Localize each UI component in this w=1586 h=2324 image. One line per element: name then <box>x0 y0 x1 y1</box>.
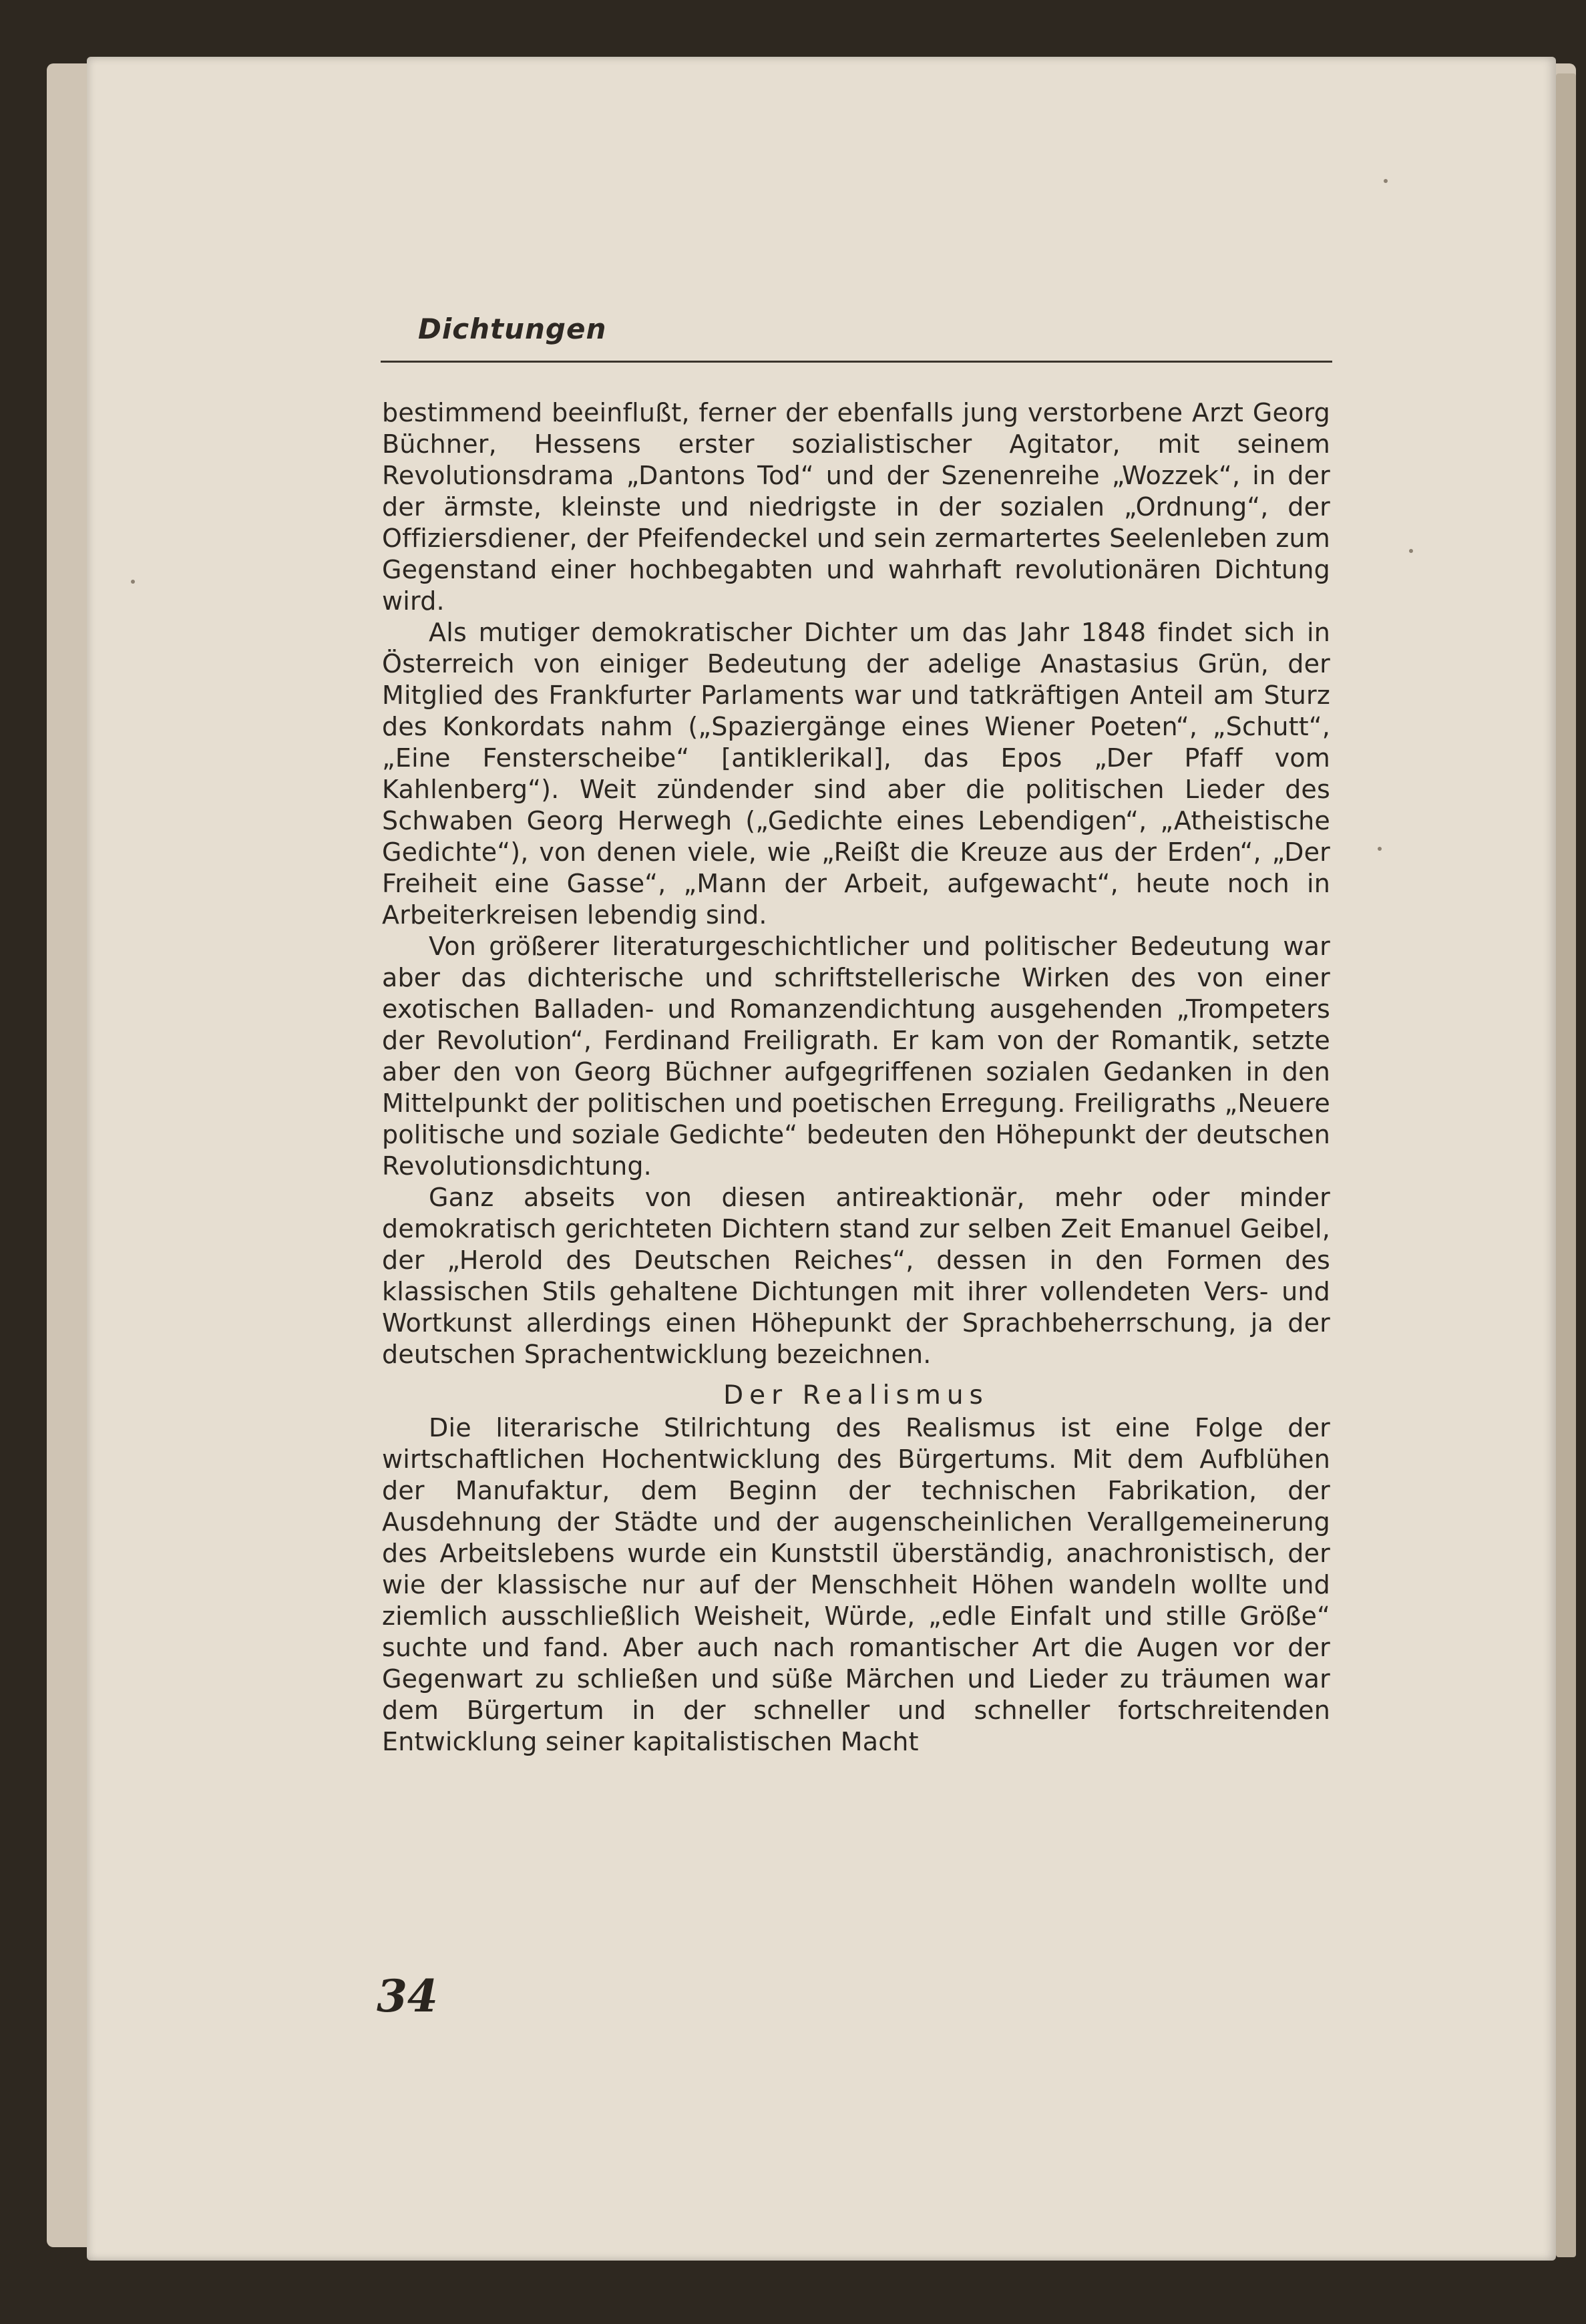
paper-speck <box>131 580 135 584</box>
page-header <box>381 313 1332 363</box>
paragraph-2: Als mutiger demokratischer Dichter um das Jahr 1848 findet sich in Österreich von einiger Bedeutung der adelige Anastasius Grün, der Mitglied des Frankfurter Parlaments war und tatkräftigen Anteil am Sturz des Konkordats nahm („Spaziergänge eines Wiener Poeten“, „Schutt“, „Eine Fensterscheibe“ [antiklerikal], das Epos „Der Pfaff vom Kahlenberg“). Weit zündender sind aber die politischen Lieder des Schwaben Georg Herwegh („Gedichte eines Lebendigen“, „Atheistische Gedichte“), von denen viele, wie „Reißt die Kreuze aus der Erden“, „Der Freiheit eine Gasse“, „Mann der Arbeit, aufgewacht“, heute noch in Arbeiterkreisen lebendig sind. <box>382 618 1330 930</box>
header-rule <box>381 361 1332 363</box>
paragraph-4: Ganz abseits von diesen antireaktionär, mehr oder minder demokratisch gerichteten Dichtern stand zur selben Zeit Emanuel Geibel, der „Herold des Deutschen Reiches“, dessen in den Formen des klassischen Stils gehaltene Dichtungen mit ihrer vollendeten Vers- und Wortkunst allerdings einen Höhepunkt der Sprachbeherrschung, ja der deutschen Sprachentwicklung bezeichnen. <box>382 1183 1330 1369</box>
page-number: 34 <box>377 1970 438 2022</box>
paragraph-1: bestimmend beeinflußt, ferner der ebenfalls jung verstorbene Arzt Georg Büchner, Hessens erster sozialistischer Agitator, mit seinem Revolutionsdrama „Dantons Tod“ und der Szenenreihe „Wozzek“, in der der ärmste, kleinste und niedrigste in der sozialen „Ordnung“, der Offiziersdiener, der Pfeifendeckel und sein zermartertes Seelenleben zum Gegenstand einer hochbegabten und wahrhaft revolutionären Dichtung wird. <box>382 398 1330 616</box>
body-text <box>382 397 1330 1953</box>
paper-speck <box>1409 549 1413 553</box>
running-head: Dichtungen <box>418 313 607 345</box>
facing-page-edge <box>1556 73 1576 2257</box>
section-heading: Der Realismus <box>723 1380 989 1410</box>
paragraph-3: Von größerer literaturgeschichtlicher und politischer Bedeutung war aber das dichterische und schriftstellerische Wirken des von einer exotischen Balladen- und Romanzendichtung ausgehenden „Trompeters der Revolution“, Ferdinand Freiligrath. Er kam von der Romantik, setzte aber den von Georg Büchner aufgegriffenen sozialen Gedanken in den Mittelpunkt der politischen und poetischen Erregung. Freiligraths „Neuere politische und soziale Gedichte“ bedeuten den Höhepunkt der deutschen Revolutionsdichtung. <box>382 932 1330 1181</box>
paper-speck <box>1384 179 1388 183</box>
paper-speck <box>1378 847 1382 851</box>
section-paragraph: Die literarische Stilrichtung des Realismus ist eine Folge der wirtschaftlichen Hochentwicklung des Bürgertums. Mit dem Aufblühen der Manufaktur, dem Beginn der technischen Fabrikation, der Ausdehnung der Städte und der augenscheinlichen Verallgemeinerung des Arbeitslebens wurde ein Kunststil überständig, anachronistisch, der wie der klassische nur auf der Menschheit Höhen wandeln wollte und ziemlich ausschließlich Weisheit, Würde, „edle Einfalt und stille Größe“ suchte und fand. Aber auch nach romantischer Art die Augen vor der Gegenwart zu schließen und süße Märchen und Lieder zu träumen war dem Bürgertum in der schneller und schneller fortschreitenden Entwicklung seiner kapitalistischen Macht <box>382 1413 1330 1756</box>
